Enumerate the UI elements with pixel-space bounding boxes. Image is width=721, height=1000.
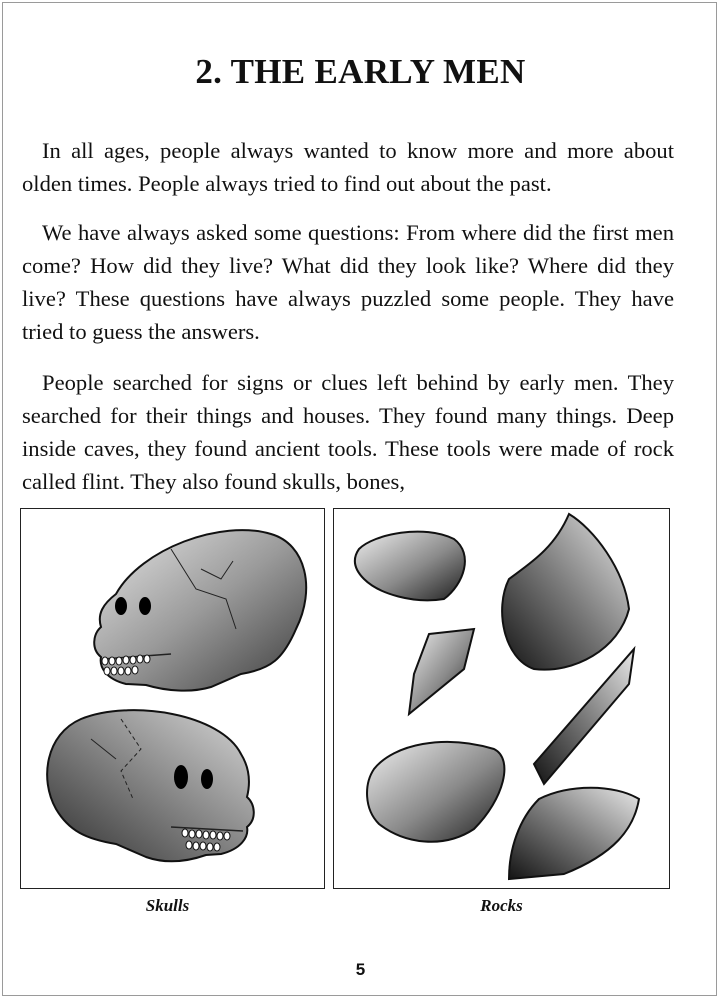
rocks-caption: Rocks — [480, 896, 523, 915]
rock-3 — [409, 629, 474, 714]
rock-6 — [509, 788, 639, 879]
skull-illustration — [21, 509, 326, 890]
rocks-figure — [333, 508, 670, 889]
rock-5 — [367, 742, 504, 842]
skulls-figure — [20, 508, 325, 889]
paragraph-intro — [22, 134, 674, 200]
paragraph-questions-text: We have always asked some questions: From where did the first men come? How did they live? What did they look like? Where did they live? These questions have always puzzled some people. They have tried to guess the answers. — [22, 220, 674, 344]
skulls-caption: Skulls — [145, 896, 190, 915]
rock-1 — [355, 532, 465, 601]
rock-2 — [502, 514, 629, 670]
skull-top — [94, 530, 306, 691]
flint-rocks-illustration — [334, 509, 671, 890]
paragraph-questions — [22, 216, 674, 348]
skull-bottom — [47, 710, 254, 861]
paragraph-intro-text: In all ages, people always wanted to know more and more about olden times. People always tried to find out about the past. — [22, 138, 674, 196]
page-title: 2. THE EARLY MEN — [195, 52, 526, 91]
page-number: 5 — [355, 960, 366, 979]
paragraph-clues — [22, 366, 674, 498]
paragraph-clues-text: People searched for signs or clues left behind by early men. They searched for their things and houses. They found many things. Deep inside caves, they found ancient tools. These tools were made of rock called flint. They also found skulls, bones, — [22, 370, 674, 494]
